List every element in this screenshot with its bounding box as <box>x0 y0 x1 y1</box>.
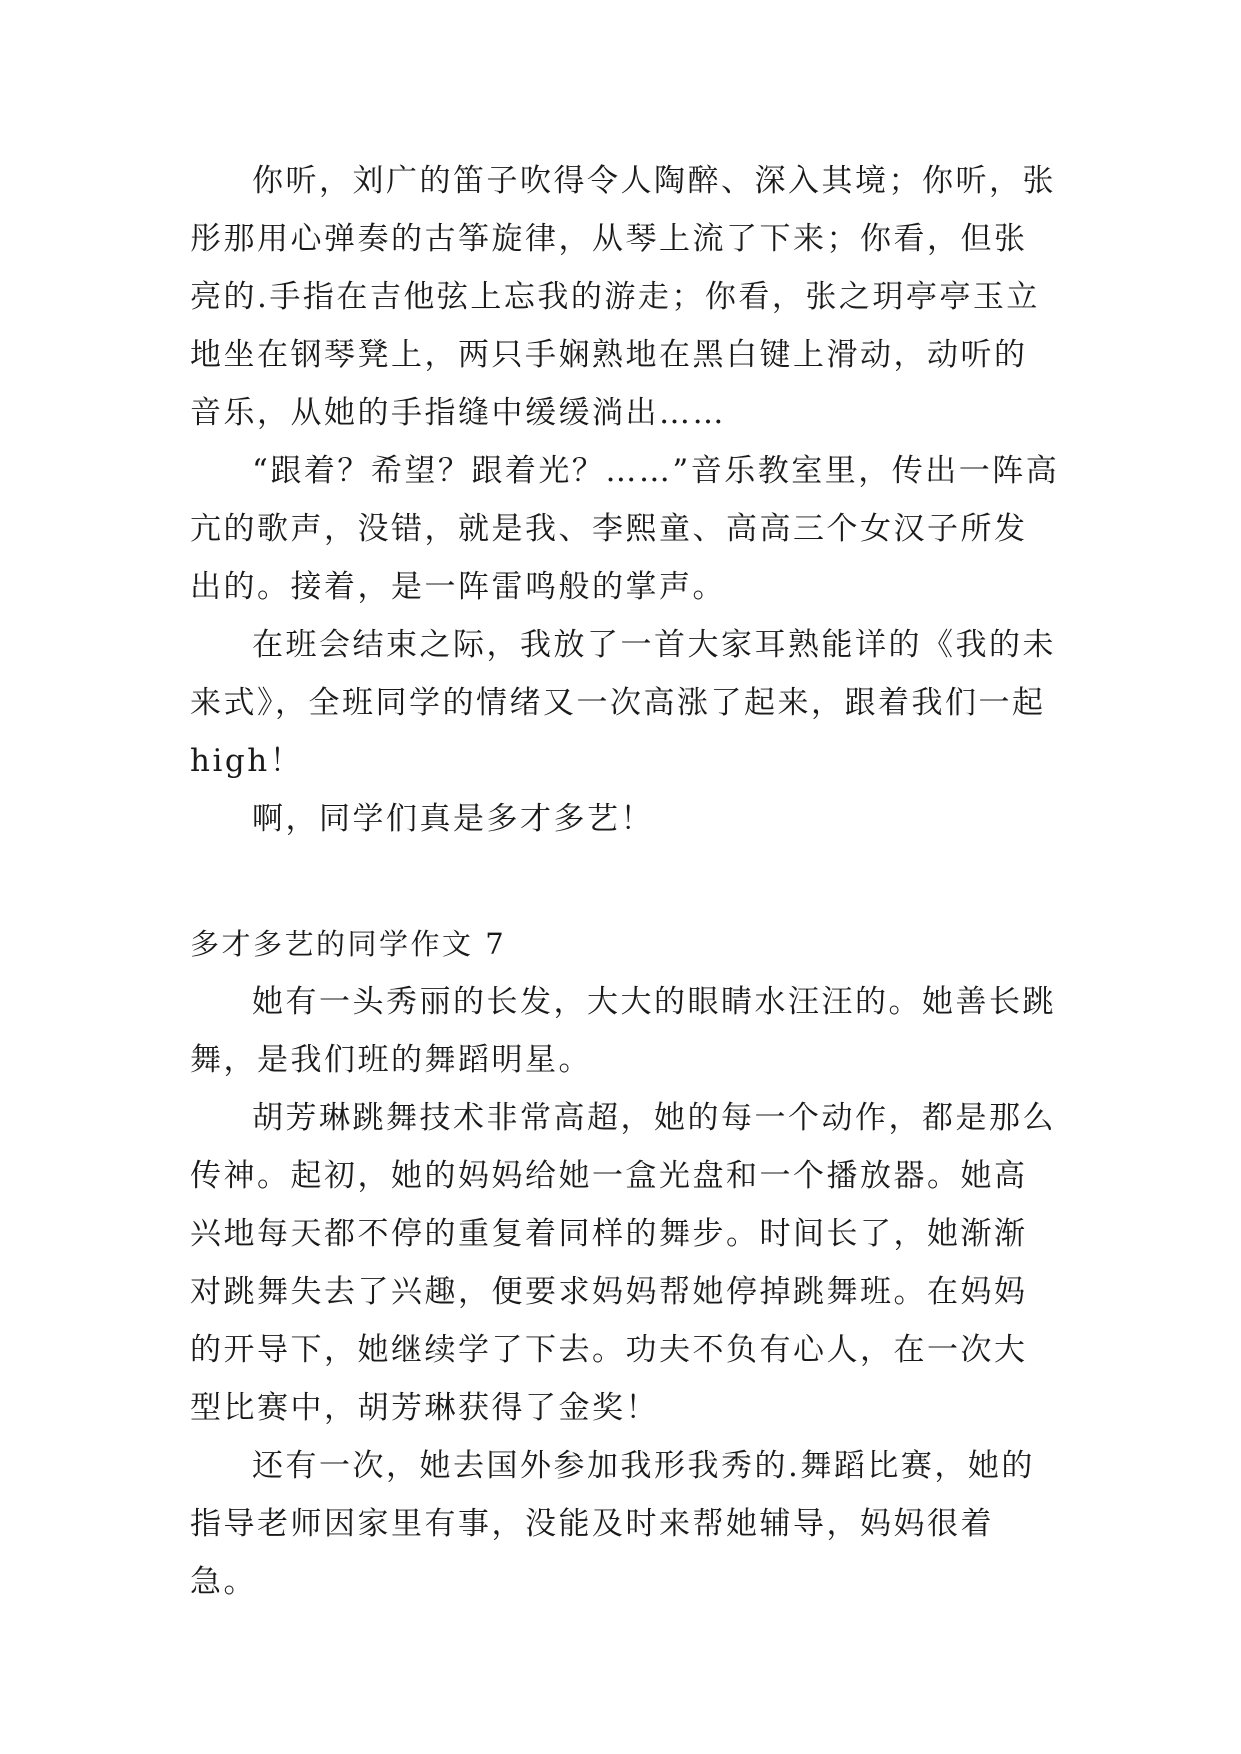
section-title: 多才多艺的同学作文 7 <box>190 927 507 961</box>
paragraph-5: 她有一头秀丽的长发，大大的眼睛水汪汪的。她善长跳舞，是我们班的舞蹈明星。 <box>190 984 1056 1078</box>
paragraph-6: 胡芳琳跳舞技术非常高超，她的每一个动作，都是那么传神。起初，她的妈妈给她一盒光盘和一个播放器。她高兴地每天都不停的重复着同样的舞步。时间长了，她渐渐对跳舞失去了兴趣，便要求妈妈帮她停掉跳舞班。在妈妈的开导下，她继续学了下去。功夫不负有心人，在一次大型比赛中，胡芳琳获得了金奖！ <box>190 1100 1056 1426</box>
paragraph-1: 你听，刘广的笛子吹得令人陶醉、深入其境；你听，张彤那用心弹奏的古筝旋律，从琴上流了下来；你看，但张亮的.手指在吉他弦上忘我的游走；你看，张之玥亭亭玉立地坐在钢琴凳上，两只手娴熟地在黑白键上滑动，动听的音乐，从她的手指缝中缓缓淌出…… <box>190 163 1056 431</box>
paragraph-3: 在班会结束之际，我放了一首大家耳熟能详的《我的未来式》，全班同学的情绪又一次高涨了起来，跟着我们一起high！ <box>190 627 1056 779</box>
paragraph-4: 啊，同学们真是多才多艺！ <box>252 801 654 837</box>
paragraph-7: 还有一次，她去国外参加我形我秀的.舞蹈比赛，她的指导老师因家里有事，没能及时来帮她辅导，妈妈很着急。 <box>190 1448 1035 1600</box>
paragraph-2: “跟着？希望？跟着光？……”音乐教室里，传出一阵高亢的歌声，没错，就是我、李熙童、高高三个女汉子所发出的。接着，是一阵雷鸣般的掌声。 <box>190 453 1060 605</box>
